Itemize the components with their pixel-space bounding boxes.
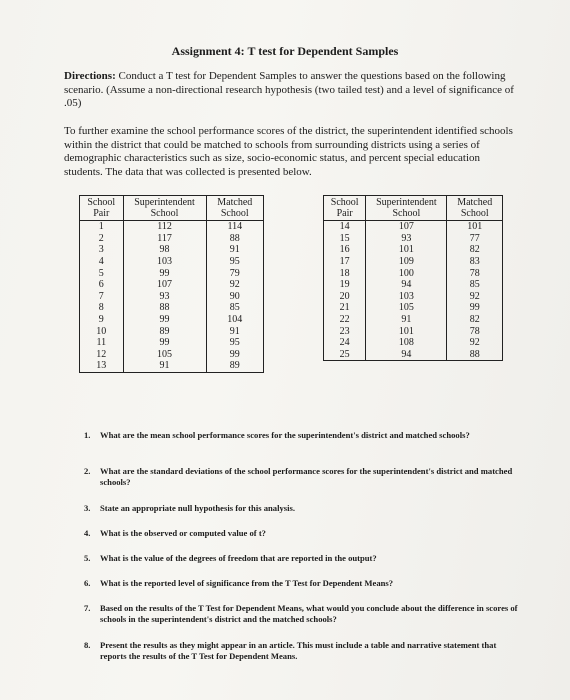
table-row	[80, 244, 264, 256]
table-cell: 94	[366, 279, 447, 291]
table-cell: 98	[123, 244, 206, 256]
table-cell: 99	[123, 314, 206, 326]
table-cell: 9	[80, 314, 124, 326]
table-cell: 91	[366, 314, 447, 326]
question-6	[84, 578, 524, 589]
table-cell: 2	[80, 233, 124, 245]
table-row	[80, 267, 264, 279]
table-row	[324, 314, 503, 326]
column-header: Matched School	[447, 196, 503, 221]
table-cell: 90	[206, 291, 263, 303]
question-5	[84, 553, 524, 564]
question-number: 8.	[84, 640, 91, 650]
table-cell: 23	[324, 325, 366, 337]
table-cell: 92	[447, 337, 503, 349]
table-cell: 103	[366, 291, 447, 303]
table-cell: 104	[206, 314, 263, 326]
table-row	[324, 279, 503, 291]
column-header: School Pair	[324, 196, 366, 221]
question-text: Present the results as they might appear in an article. This must include a table and narrative statement that reports the results of the T Test for Dependent Means.	[100, 640, 497, 661]
table-cell: 89	[206, 360, 263, 372]
table-cell: 15	[324, 233, 366, 245]
table-cell: 99	[206, 349, 263, 361]
page-title: Assignment 4: T test for Dependent Samples	[171, 44, 399, 58]
table-cell: 82	[447, 244, 503, 256]
table-cell: 93	[366, 233, 447, 245]
table-row	[324, 244, 503, 256]
table-cell: 85	[206, 302, 263, 314]
table-row	[80, 233, 264, 245]
question-number: 4.	[84, 528, 91, 538]
table-cell: 93	[123, 291, 206, 303]
table-cell: 4	[80, 256, 124, 268]
question-text: What is the reported level of significance from the T Test for Dependent Means?	[100, 578, 394, 588]
table-cell: 101	[366, 244, 447, 256]
table-cell: 19	[324, 279, 366, 291]
question-text: What is the value of the degrees of freedom that are reported in the output?	[100, 553, 377, 563]
question-1	[84, 430, 524, 441]
table-cell: 6	[80, 279, 124, 291]
table-cell: 91	[206, 244, 263, 256]
table-cell: 7	[80, 291, 124, 303]
table-cell: 78	[447, 325, 503, 337]
table-row	[324, 325, 503, 337]
question-text: State an appropriate null hypothesis for this analysis.	[100, 503, 295, 513]
table-cell: 13	[80, 360, 124, 372]
table-row	[80, 349, 264, 361]
table-row	[324, 302, 503, 314]
table-cell: 101	[447, 221, 503, 233]
table-cell: 10	[80, 325, 124, 337]
table-cell: 83	[447, 256, 503, 268]
table-cell: 91	[123, 360, 206, 372]
directions-paragraph	[64, 70, 514, 111]
table-row	[324, 267, 503, 279]
column-header: Superintendent School	[366, 196, 447, 221]
table-cell: 11	[80, 337, 124, 349]
data-table-right	[323, 195, 503, 361]
table-row	[80, 325, 264, 337]
question-text: Based on the results of the T Test for Dependent Means, what would you conclude about the difference in scores of schools in the superintendent's district and the matched schools?	[100, 603, 518, 624]
table-row	[80, 221, 264, 233]
table-cell: 16	[324, 244, 366, 256]
question-number: 3.	[84, 503, 91, 513]
table-cell: 79	[206, 267, 263, 279]
table-cell: 3	[80, 244, 124, 256]
table-row	[80, 337, 264, 349]
question-2	[84, 466, 524, 488]
table-cell: 92	[206, 279, 263, 291]
table-cell: 88	[447, 349, 503, 361]
question-3	[84, 503, 524, 514]
table-cell: 88	[206, 233, 263, 245]
question-number: 2.	[84, 466, 91, 476]
table-cell: 95	[206, 337, 263, 349]
table-cell: 107	[366, 221, 447, 233]
table-cell: 24	[324, 337, 366, 349]
table-cell: 22	[324, 314, 366, 326]
question-7	[84, 603, 524, 625]
table-cell: 88	[123, 302, 206, 314]
table-cell: 91	[206, 325, 263, 337]
table-cell: 8	[80, 302, 124, 314]
table-cell: 20	[324, 291, 366, 303]
table-cell: 12	[80, 349, 124, 361]
table-cell: 100	[366, 267, 447, 279]
table-cell: 117	[123, 233, 206, 245]
table-cell: 108	[366, 337, 447, 349]
table-cell: 1	[80, 221, 124, 233]
table-cell: 103	[123, 256, 206, 268]
table-cell: 78	[447, 267, 503, 279]
table-row	[80, 360, 264, 372]
table-cell: 14	[324, 221, 366, 233]
question-number: 7.	[84, 603, 91, 613]
question-number: 5.	[84, 553, 91, 563]
table-cell: 89	[123, 325, 206, 337]
table-cell: 95	[206, 256, 263, 268]
table-cell: 105	[366, 302, 447, 314]
table-cell: 82	[447, 314, 503, 326]
table-cell: 18	[324, 267, 366, 279]
table-cell: 21	[324, 302, 366, 314]
table-row	[80, 279, 264, 291]
table-cell: 85	[447, 279, 503, 291]
table-row	[324, 256, 503, 268]
question-text: What is the observed or computed value of t?	[100, 528, 266, 538]
directions-text: Conduct a T test for Dependent Samples to answer the questions based on the following scenario. (Assume a non-directional research hypothesis (two tailed test) and a level of significance of .05)	[64, 70, 514, 109]
table-cell: 94	[366, 349, 447, 361]
question-text: What are the mean school performance scores for the superintendent's district and matched schools?	[100, 430, 470, 440]
table-cell: 99	[123, 267, 206, 279]
question-4	[84, 528, 524, 539]
table-cell: 107	[123, 279, 206, 291]
question-number: 6.	[84, 578, 91, 588]
column-header: Matched School	[206, 196, 263, 221]
table-cell: 92	[447, 291, 503, 303]
table-cell: 114	[206, 221, 263, 233]
table-row	[324, 349, 503, 361]
column-header: School Pair	[80, 196, 124, 221]
table-cell: 112	[123, 221, 206, 233]
table-row	[80, 314, 264, 326]
table-row	[80, 291, 264, 303]
question-number: 1.	[84, 430, 91, 440]
table-row	[80, 302, 264, 314]
table-cell: 77	[447, 233, 503, 245]
table-row	[80, 256, 264, 268]
table-row	[324, 291, 503, 303]
table-row	[324, 233, 503, 245]
table-cell: 99	[123, 337, 206, 349]
table-cell: 25	[324, 349, 366, 361]
question-text: What are the standard deviations of the school performance scores for the superintendent's district and matched schools?	[100, 466, 513, 487]
table-cell: 101	[366, 325, 447, 337]
data-table-left	[79, 195, 264, 373]
table-cell: 99	[447, 302, 503, 314]
column-header: Superintendent School	[123, 196, 206, 221]
table-cell: 105	[123, 349, 206, 361]
table-row	[324, 221, 503, 233]
directions-label: Directions:	[64, 70, 116, 82]
scenario-paragraph: To further examine the school performance scores of the district, the superintendent identified schools within the district that could be matched to schools from surrounding districts using a series of demographic characteristics such as size, socio-economic status, and percent special education students. The data that was collected is presented below.	[64, 125, 513, 178]
table-cell: 109	[366, 256, 447, 268]
table-row	[324, 337, 503, 349]
table-cell: 5	[80, 267, 124, 279]
table-cell: 17	[324, 256, 366, 268]
question-8	[84, 640, 524, 662]
